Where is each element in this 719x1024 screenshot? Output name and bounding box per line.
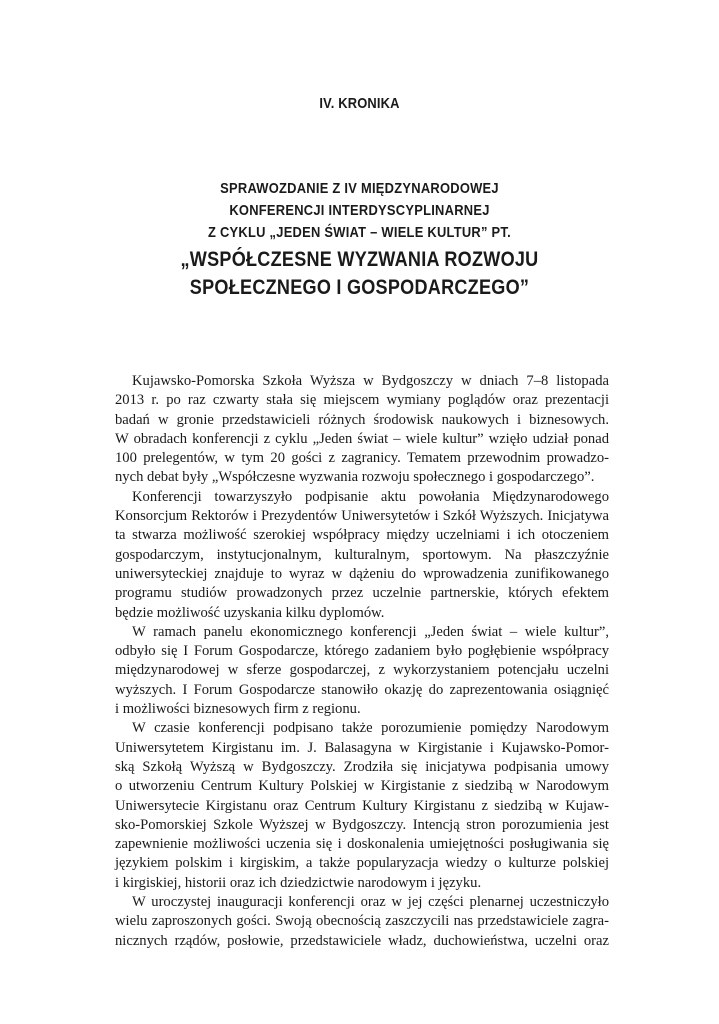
text-line: Konsorcjum Rektorów i Prezydentów Uniwersytetów i Szkół Wyższych. Inicjatywa xyxy=(115,508,609,525)
text-line: Uniwersytecie Kirgistanu oraz Centrum Kultury Kirgistanu z siedzibą w Kujaw- xyxy=(115,797,609,814)
text-line: nicznych rządów, posłowie, przedstawiciele władz, duchowieństwa, uczelni oraz xyxy=(115,932,609,949)
text-line: W ramach panelu ekonomicznego konferencji „Jeden świat – wiele kultur”, xyxy=(132,623,609,640)
report-title-line: SPOŁECZNEGO I GOSPODARCZEGO” xyxy=(189,276,530,299)
text-line: sko-Pomorskiej Szkole Wyższej w Bydgoszczy. Intencją stron porozumienia jest xyxy=(115,816,609,833)
text-line: Uniwersytetem Kirgistanu im. J. Balasagyna w Kirgistanie i Kujawsko-Pomor- xyxy=(115,739,609,756)
text-line: językiem polskim i kirgiskim, a także popularyzacja wiedzy o kulturze polskiej xyxy=(115,855,609,872)
heading-line: SPRAWOZDANIE Z IV MIĘDZYNARODOWEJ xyxy=(220,180,499,197)
heading-line: Z CYKLU „JEDEN ŚWIAT – WIELE KULTUR” PT. xyxy=(208,224,511,241)
text-line: Kujawsko-Pomorska Szkoła Wyższa w Bydgoszczy w dniach 7–8 listopada xyxy=(132,373,609,389)
text-line: międzynarodowej w sferze gospodarczej, z wykorzystaniem potencjału uczelni xyxy=(115,662,609,679)
heading-line: KONFERENCJI INTERDYSCYPLINARNEJ xyxy=(229,202,490,219)
text-line: programu studiów prowadzonych przez uczelnie partnerskie, których efektem xyxy=(115,585,609,602)
paragraph xyxy=(115,893,609,951)
text-line: uniwersyteckiej znajduje to wyraz w dążeniu do wprowadzenia zunifikowanego xyxy=(115,565,609,582)
report-heading xyxy=(0,178,719,302)
text-line: zapewnienie możliwości uczenia się i doskonalenia umiejętności posługiwania się xyxy=(115,836,609,853)
text-line: W czasie konferencji podpisano także porozumienie pomiędzy Narodowym xyxy=(132,720,609,737)
text-line: W obradach konferencji z cyklu „Jeden świat – wiele kultur” wzięło udział ponad xyxy=(115,430,609,447)
text-line: 100 prelegentów, w tym 20 gości z zagranicy. Tematem przewodnim prowadzo- xyxy=(115,450,609,467)
text-line: Konferencji towarzyszyło podpisanie aktu powołania Międzynarodowego xyxy=(132,488,609,505)
paragraph xyxy=(115,488,609,623)
text-line: i możliwości biznesowych firm z regionu. xyxy=(115,701,361,718)
text-line: będzie możliwość uzyskania kilku dyplomów. xyxy=(115,604,385,621)
text-line: badań w gronie przedstawicieli różnych środowisk naukowych i biznesowych. xyxy=(115,411,609,428)
text-line: wielu zaproszonych gości. Swoją obecnością zaszczycili nas przedstawiciele zagra- xyxy=(115,913,609,930)
paragraph xyxy=(115,623,609,719)
text-line: i kirgiskiej, historii oraz ich dziedzictwie narodowym i języku. xyxy=(115,874,482,891)
text-line: ską Szkołą Wyższą w Bydgoszczy. Zrodziła się inicjatywa podpisania umowy xyxy=(115,758,609,775)
text-line: wyższych. I Forum Gospodarcze stanowiło okazję do zaprezentowania osiągnięć xyxy=(115,681,609,698)
body-text xyxy=(115,372,609,951)
report-title-line: „WSPÓŁCZESNE WYZWANIA ROZWOJU xyxy=(180,248,539,271)
text-line: odbyło się I Forum Gospodarcze, którego zadaniem było pogłębienie współpracy xyxy=(115,643,609,660)
paragraph xyxy=(115,372,609,488)
text-line: gospodarczym, instytucjonalnym, kulturalnym, sportowym. Na płaszczyźnie xyxy=(115,546,609,563)
section-title: IV. KRONIKA xyxy=(319,95,400,112)
text-line: nych debat były „Współczesne wyzwania rozwoju społecznego i gospodarczego”. xyxy=(115,469,595,486)
text-line: o utworzeniu Centrum Kultury Polskiej w Kirgistanie z siedzibą w Narodowym xyxy=(115,778,609,795)
paragraph xyxy=(115,719,609,893)
text-line: W uroczystej inauguracji konferencji oraz w jej części plenarnej uczestniczyło xyxy=(132,894,609,911)
text-line: ta stwarza możliwość szerokiej współpracy między uczelniami i ich otoczeniem xyxy=(115,527,609,544)
text-line: 2013 r. po raz czwarty stała się miejscem wymiany poglądów oraz prezentacji xyxy=(115,392,609,409)
